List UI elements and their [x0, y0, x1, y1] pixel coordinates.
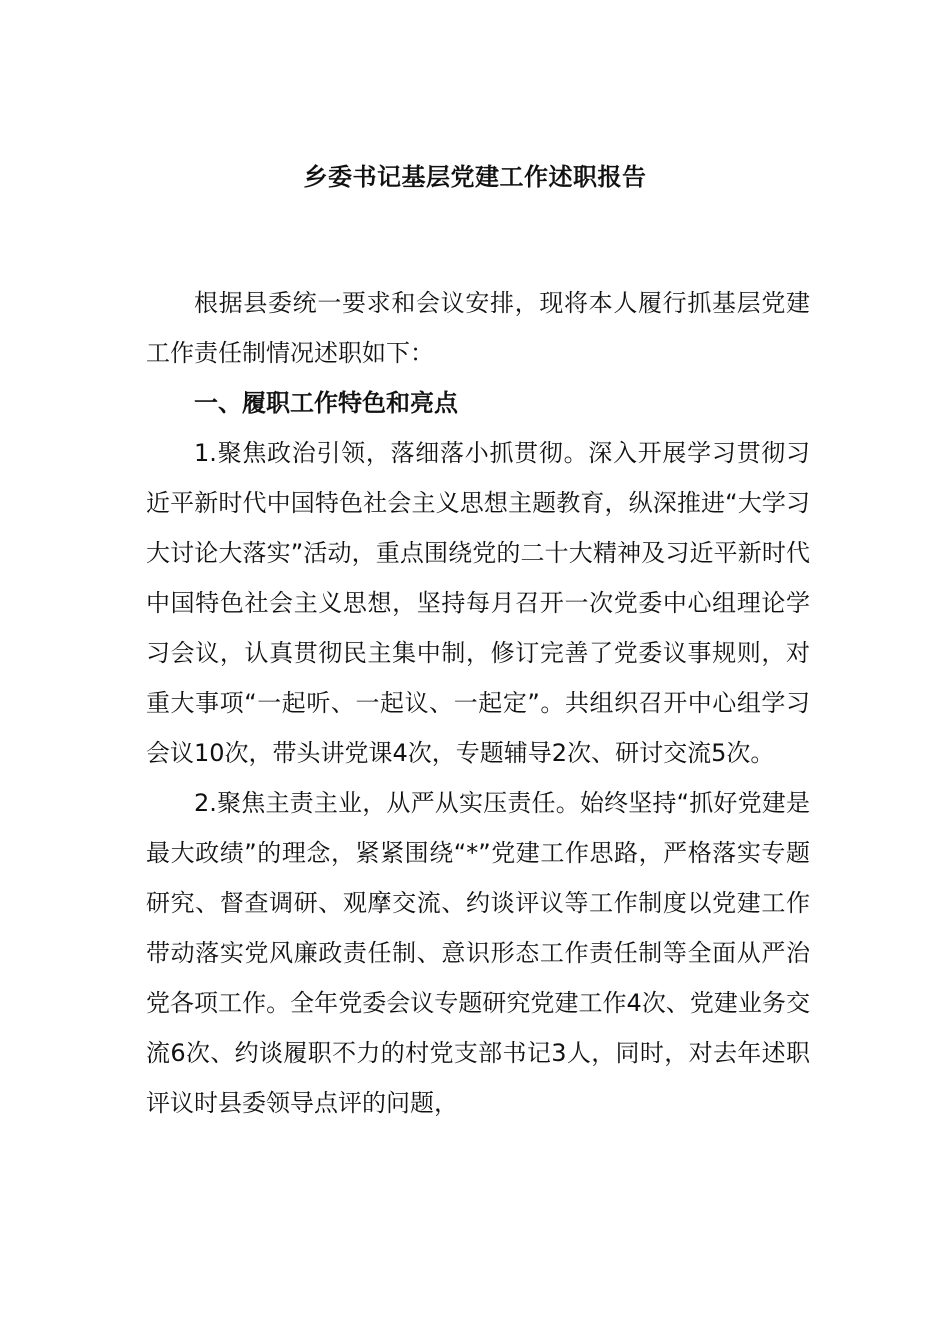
document-body — [146, 278, 810, 1128]
paragraph-political-guidance: 1.聚焦政治引领，落细落小抓贯彻。深入开展学习贯彻习近平新时代中国特色社会主义思想主题教育，纵深推进“大学习大讨论大落实”活动，重点围绕党的二十大精神及习近平新时代中国特色社会主义思想，坚持每月召开一次党委中心组理论学习会议，认真贯彻民主集中制，修订完善了党委议事规则，对重大事项“一起听、一起议、一起定”。共组织召开中心组学习会议10次，带头讲党课4次，专题辅导2次、研讨交流5次。 — [146, 439, 810, 767]
section-heading: 一、履职工作特色和亮点 — [194, 389, 458, 417]
document-title: 乡委书记基层党建工作述职报告 — [303, 163, 647, 191]
paragraph-main-responsibility: 2.聚焦主责主业，从严从实压责任。始终坚持“抓好党建是最大政绩”的理念，紧紧围绕“*”党建工作思路，严格落实专题研究、督查调研、观摩交流、约谈评议等工作制度以党建工作带动落实党风廉政责任制、意识形态工作责任制等全面从严治党各项工作。全年党委会议专题研究党建工作4次、党建业务交流6次、约谈履职不力的村党支部书记3人，同时，对去年述职评议时县委领导点评的问题， — [146, 789, 810, 1117]
intro-paragraph: 根据县委统一要求和会议安排，现将本人履行抓基层党建工作责任制情况述职如下： — [146, 289, 810, 367]
